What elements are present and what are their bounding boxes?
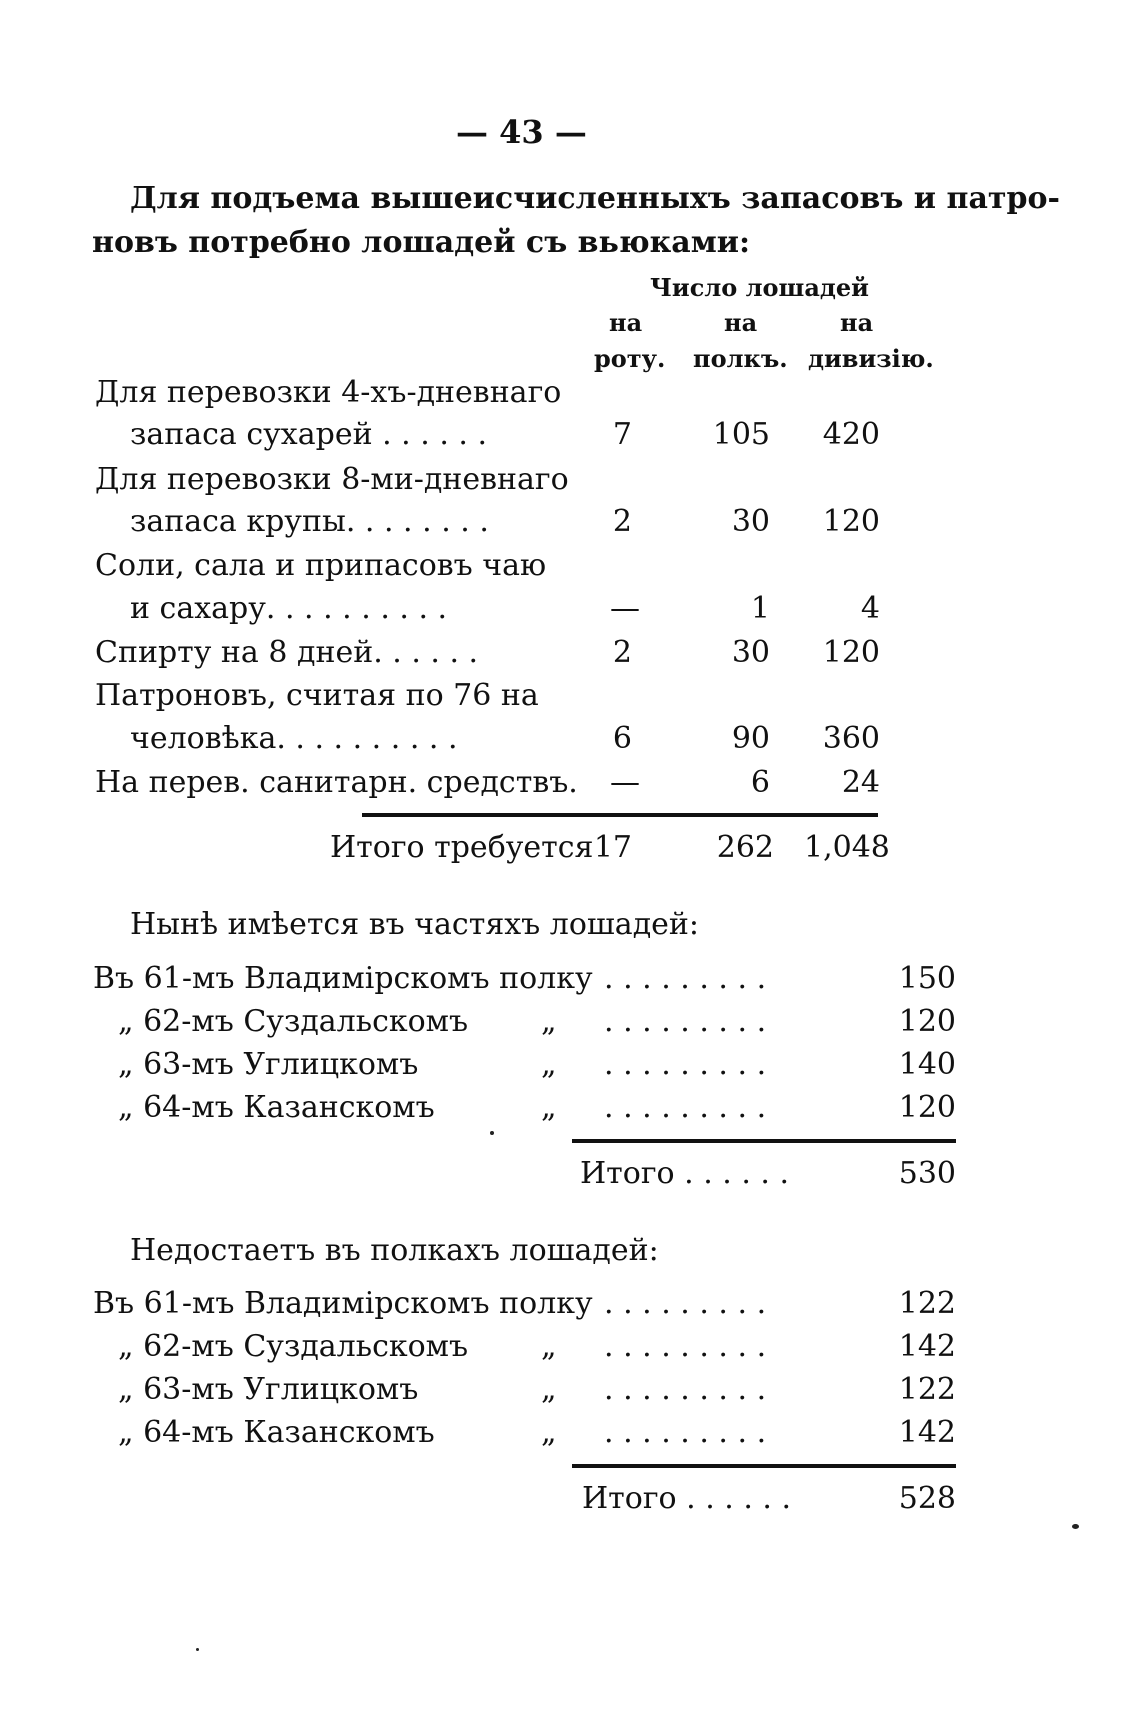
scan-speck: [490, 1131, 494, 1135]
shortage-row4-dots: . . . . . . . . .: [604, 1415, 767, 1450]
table-total-division: 1,048: [804, 830, 890, 865]
row1-company: 7: [612, 417, 632, 452]
shortage-row3-dots: . . . . . . . . .: [604, 1372, 767, 1407]
row5-division: 360: [822, 721, 880, 756]
available-row3-dots: . . . . . . . . .: [604, 1047, 767, 1082]
shortage-row2-ditto: „: [541, 1329, 557, 1364]
row4-label-line1: Спирту на 8 дней. . . . . .: [95, 635, 479, 670]
shortage-row3-ditto: „: [541, 1372, 557, 1407]
row3-label-line2: и сахару. . . . . . . . . .: [130, 591, 448, 626]
col-header-company-bottom: роту.: [594, 344, 666, 373]
shortage-total-label: Итого . . . . . .: [582, 1481, 792, 1516]
row4-company: 2: [612, 635, 632, 670]
scan-speck: [1072, 1524, 1079, 1529]
available-row4-ditto: „: [541, 1090, 557, 1125]
row3-regiment: 1: [750, 591, 770, 626]
available-row3-ditto: „: [541, 1047, 557, 1082]
available-row1-label: Въ 61-мъ Владимірскомъ полку: [93, 961, 593, 996]
row6-division: 24: [841, 765, 880, 800]
row5-regiment: 90: [731, 721, 770, 756]
row3-label-line1: Соли, сала и припасовъ чаю: [95, 548, 547, 583]
row5-company: 6: [612, 721, 632, 756]
intro-line-1: Для подъема вышеисчисленныхъ запасовъ и патро-: [130, 181, 1060, 216]
row2-division: 120: [822, 504, 880, 539]
available-row3-value: 140: [898, 1047, 956, 1082]
table-total-label: Итого требуется: [330, 830, 594, 865]
shortage-row4-value: 142: [898, 1415, 956, 1450]
shortage-row3-label: „ 63-мъ Углицкомъ: [118, 1372, 419, 1407]
col-header-division-bottom: дивизію.: [808, 344, 934, 373]
shortage-row2-label: „ 62-мъ Суздальскомъ: [118, 1329, 469, 1364]
row3-company: —: [610, 591, 640, 626]
available-total-value: 530: [898, 1156, 956, 1191]
row2-company: 2: [612, 504, 632, 539]
row2-label-line1: Для перевозки 8-ми-дневнаго: [95, 462, 569, 497]
available-row4-label: „ 64-мъ Казанскомъ: [118, 1090, 435, 1125]
shortage-row2-dots: . . . . . . . . .: [604, 1329, 767, 1364]
shortage-heading: Недостаетъ въ полкахъ лошадей:: [130, 1233, 659, 1268]
row1-regiment: 105: [712, 417, 770, 452]
row1-label-line1: Для перевозки 4-хъ-дневнаго: [95, 375, 562, 410]
row4-regiment: 30: [731, 635, 770, 670]
available-row4-dots: . . . . . . . . .: [604, 1090, 767, 1125]
available-total-rule: [572, 1139, 956, 1143]
shortage-row2-value: 142: [898, 1329, 956, 1364]
table-total-company: 17: [593, 830, 632, 865]
available-row1-value: 150: [898, 961, 956, 996]
shortage-total-rule: [572, 1464, 956, 1468]
scan-speck: [196, 1648, 199, 1651]
table-total-rule: [362, 813, 878, 817]
available-row2-label: „ 62-мъ Суздальскомъ: [118, 1004, 469, 1039]
row1-division: 420: [822, 417, 880, 452]
available-row2-dots: . . . . . . . . .: [604, 1004, 767, 1039]
available-heading: Нынѣ имѣется въ частяхъ лошадей:: [130, 907, 700, 942]
row3-division: 4: [860, 591, 880, 626]
row5-label-line1: Патроновъ, считая по 76 на: [95, 678, 539, 713]
col-header-division-top: на: [840, 308, 874, 337]
row5-label-line2: человѣка. . . . . . . . . .: [130, 721, 458, 756]
shortage-total-value: 528: [898, 1481, 956, 1516]
row6-label-line1: На перев. санитарн. средствъ.: [95, 765, 578, 800]
shortage-row4-ditto: „: [541, 1415, 557, 1450]
available-row4-value: 120: [898, 1090, 956, 1125]
available-total-label: Итого . . . . . .: [580, 1156, 790, 1191]
intro-line-2: новъ потребно лошадей съ вьюками:: [92, 225, 751, 260]
shortage-row1-label: Въ 61-мъ Владимірскомъ полку: [93, 1286, 593, 1321]
shortage-row3-value: 122: [898, 1372, 956, 1407]
row6-company: —: [610, 765, 640, 800]
row2-regiment: 30: [731, 504, 770, 539]
page-number: — 43 —: [456, 113, 587, 151]
table-total-regiment: 262: [716, 830, 774, 865]
col-header-regiment-bottom: полкъ.: [693, 344, 788, 373]
shortage-row1-value: 122: [898, 1286, 956, 1321]
available-row2-value: 120: [898, 1004, 956, 1039]
available-row1-dots: . . . . . . . . .: [604, 961, 767, 996]
col-header-company-top: на: [609, 308, 643, 337]
available-row2-ditto: „: [541, 1004, 557, 1039]
shortage-row1-dots: . . . . . . . . .: [604, 1286, 767, 1321]
row6-regiment: 6: [750, 765, 770, 800]
available-row3-label: „ 63-мъ Углицкомъ: [118, 1047, 419, 1082]
row1-label-line2: запаса сухарей . . . . . .: [130, 417, 487, 452]
table-group-header: Число лошадей: [650, 273, 869, 302]
shortage-row4-label: „ 64-мъ Казанскомъ: [118, 1415, 435, 1450]
row2-label-line2: запаса крупы. . . . . . . .: [130, 504, 489, 539]
row4-division: 120: [822, 635, 880, 670]
col-header-regiment-top: на: [724, 308, 758, 337]
